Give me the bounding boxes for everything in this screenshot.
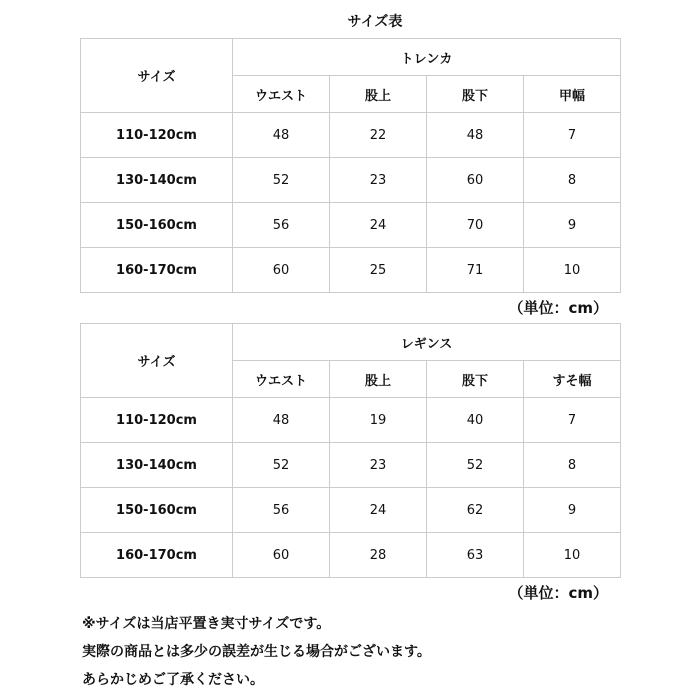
value-cell: 40 [427, 398, 524, 443]
header-row-category [81, 39, 621, 76]
size-cell: 160-170cm [81, 533, 233, 578]
table-row [81, 248, 621, 293]
value-cell: 52 [233, 158, 330, 203]
column-header-instep-width: 甲幅 [524, 76, 621, 113]
value-cell: 22 [330, 113, 427, 158]
value-cell: 48 [233, 113, 330, 158]
value-cell: 25 [330, 248, 427, 293]
value-cell: 10 [524, 248, 621, 293]
value-cell: 71 [427, 248, 524, 293]
value-cell: 7 [524, 398, 621, 443]
table-row [81, 203, 621, 248]
table-row [81, 443, 621, 488]
value-cell: 23 [330, 158, 427, 203]
value-cell: 52 [233, 443, 330, 488]
value-cell: 60 [427, 158, 524, 203]
value-cell: 60 [233, 248, 330, 293]
value-cell: 7 [524, 113, 621, 158]
column-header-waist: ウエスト [233, 76, 330, 113]
column-header-rise: 股上 [330, 361, 427, 398]
unit-label: （単位：cm） [508, 299, 608, 317]
value-cell: 24 [330, 203, 427, 248]
size-cell: 160-170cm [81, 248, 233, 293]
category-header: トレンカ [233, 39, 621, 76]
column-header-waist: ウエスト [233, 361, 330, 398]
size-cell: 110-120cm [81, 398, 233, 443]
size-cell: 130-140cm [81, 158, 233, 203]
value-cell: 70 [427, 203, 524, 248]
table-row [81, 113, 621, 158]
value-cell: 9 [524, 488, 621, 533]
value-cell: 9 [524, 203, 621, 248]
size-cell: 150-160cm [81, 488, 233, 533]
value-cell: 63 [427, 533, 524, 578]
note-line: ※サイズは当店平置き実寸サイズです。 [82, 616, 331, 632]
value-cell: 24 [330, 488, 427, 533]
note-line: あらかじめご了承ください。 [82, 672, 264, 688]
value-cell: 56 [233, 203, 330, 248]
value-cell: 28 [330, 533, 427, 578]
value-cell: 19 [330, 398, 427, 443]
category-header: レギンス [233, 324, 621, 361]
size-header: サイズ [81, 39, 233, 113]
size-header: サイズ [81, 324, 233, 398]
column-header-inseam: 股下 [427, 76, 524, 113]
value-cell: 52 [427, 443, 524, 488]
value-cell: 56 [233, 488, 330, 533]
note-line: 実際の商品とは多少の誤差が生じる場合がございます。 [82, 644, 431, 660]
size-table-trenka [80, 38, 621, 293]
size-table-leggings [80, 323, 621, 578]
value-cell: 48 [427, 113, 524, 158]
header-row-category [81, 324, 621, 361]
value-cell: 10 [524, 533, 621, 578]
unit-label: （単位：cm） [508, 584, 608, 602]
size-cell: 110-120cm [81, 113, 233, 158]
column-header-hem-width: すそ幅 [524, 361, 621, 398]
column-header-inseam: 股下 [427, 361, 524, 398]
column-header-rise: 股上 [330, 76, 427, 113]
value-cell: 62 [427, 488, 524, 533]
table-row [81, 533, 621, 578]
value-cell: 8 [524, 443, 621, 488]
size-cell: 130-140cm [81, 443, 233, 488]
size-cell: 150-160cm [81, 203, 233, 248]
value-cell: 48 [233, 398, 330, 443]
value-cell: 23 [330, 443, 427, 488]
value-cell: 60 [233, 533, 330, 578]
value-cell: 8 [524, 158, 621, 203]
notes [82, 610, 431, 694]
page-title: サイズ表 [347, 14, 403, 30]
table-row [81, 398, 621, 443]
table-row [81, 158, 621, 203]
table-row [81, 488, 621, 533]
